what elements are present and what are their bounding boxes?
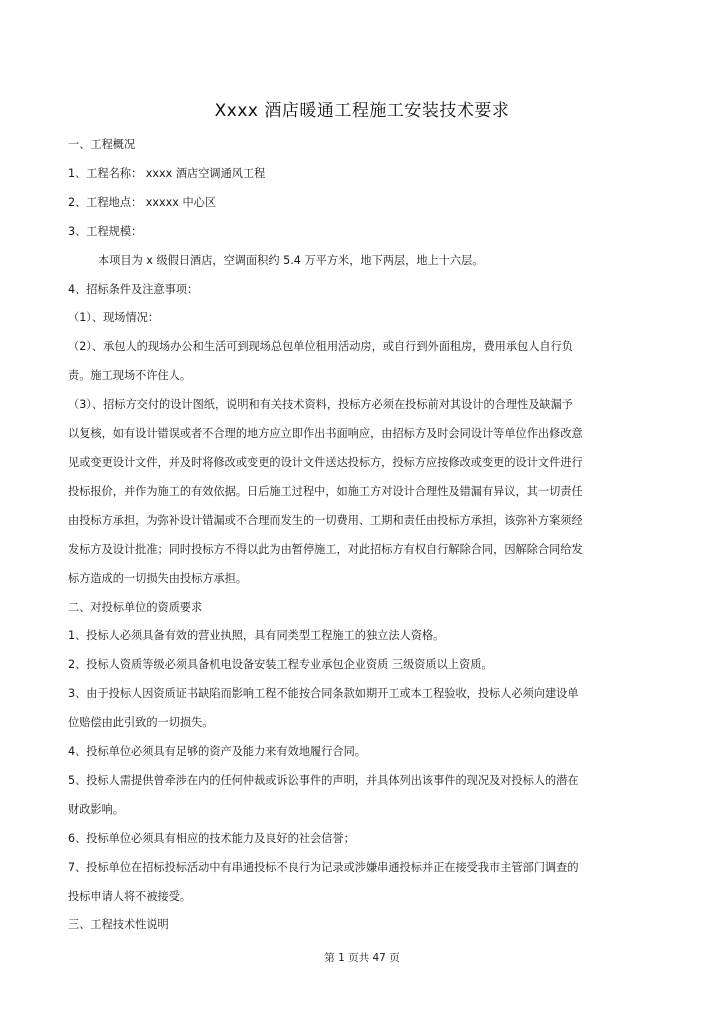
paragraph-line: 发标方及设计批准；同时投标方不得以此为由暂停施工，对此招标方有权自行解除合同，因解除合同给发 bbox=[68, 542, 583, 556]
requirement-item: 2、投标人资质等级必须具备机电设备安装工程专业承包企业资质 三级资质以上资质。 bbox=[68, 658, 493, 672]
paragraph-line: 投标报价，并作为施工的有效依据。日后施工过程中，如施工方对设计合理性及错漏有异议，其一切责任 bbox=[68, 484, 583, 498]
requirement-item: 7、投标单位在招标投标活动中有串通投标不良行为记录或涉嫌串通投标并正在接受我市主管部门调查的 bbox=[68, 860, 579, 874]
paragraph-line: （2）、承包人的现场办公和生活可到现场总包单位租用活动房，或自行到外面租房，费用承包人自行负 bbox=[68, 340, 573, 354]
paragraph-line: 见或变更设计文件，并及时将修改或变更的设计文件送达投标方，投标方应按修改或变更的设计文件进行 bbox=[68, 455, 583, 469]
section-heading-technical: 三、工程技术性说明 bbox=[68, 918, 169, 932]
project-scale-description: 本项目为 x 级假日酒店，空调面积约 5.4 万平方米，地下两层，地上十六层。 bbox=[98, 253, 484, 267]
paragraph-line: 责。施工现场不许住人。 bbox=[68, 369, 192, 383]
project-name-line: 1、工程名称： xxxx 酒店空调通风工程 bbox=[68, 166, 266, 180]
project-location-line: 2、工程地点： xxxxx 中心区 bbox=[68, 195, 217, 209]
site-conditions-line: （1）、现场情况： bbox=[68, 311, 160, 325]
paragraph-line: 以复核，如有设计错误或者不合理的地方应立即作出书面响应，由招标方及时会同设计等单位作出修改意 bbox=[68, 427, 583, 441]
section-heading-overview: 一、工程概况 bbox=[68, 138, 136, 151]
requirement-item: 1、投标人必须具备有效的营业执照，具有同类型工程施工的独立法人资格。 bbox=[68, 629, 445, 643]
requirement-item: 3、由于投标人因资质证书缺陷而影响工程不能按合同条款如期开工或本工程验收，投标人必须向建设单 bbox=[68, 687, 579, 701]
requirement-item: 4、投标单位必须具有足够的资产及能力来有效地履行合同。 bbox=[68, 745, 366, 759]
requirement-item-continued: 位赔偿由此引致的一切损失。 bbox=[68, 716, 214, 730]
requirement-item-continued: 投标申请人将不被接受。 bbox=[68, 889, 192, 903]
paragraph-line: 由投标方承担，为弥补设计错漏或不合理而发生的一切费用、工期和责任由投标方承担，该弥补方案须经 bbox=[68, 513, 583, 527]
document-body bbox=[68, 131, 658, 940]
document-title: Xxxx 酒店暖通工程施工安装技术要求 bbox=[214, 101, 510, 121]
requirement-item: 6、投标单位必须具有相应的技术能力及良好的社会信誉； bbox=[68, 831, 355, 845]
project-scale-heading: 3、工程规模： bbox=[68, 224, 143, 238]
section-heading-qualification: 二、对投标单位的资质要求 bbox=[68, 600, 203, 614]
requirement-item-continued: 财政影响。 bbox=[68, 802, 124, 816]
paragraph-line: 标方造成的一切损失由投标方承担。 bbox=[68, 571, 248, 585]
requirement-item: 5、投标人需提供曾牵涉在内的任何仲裁或诉讼事件的声明，并具体列出该事件的现况及对投标人的潜在 bbox=[68, 773, 579, 787]
page-number-footer: 第 1 页共 47 页 bbox=[324, 952, 400, 964]
paragraph-line: （3）、招标方交付的设计图纸，说明和有关技术资料，投标方必须在投标前对其设计的合理性及缺漏予 bbox=[68, 398, 573, 412]
bidding-conditions-heading: 4、招标条件及注意事项： bbox=[68, 282, 199, 296]
